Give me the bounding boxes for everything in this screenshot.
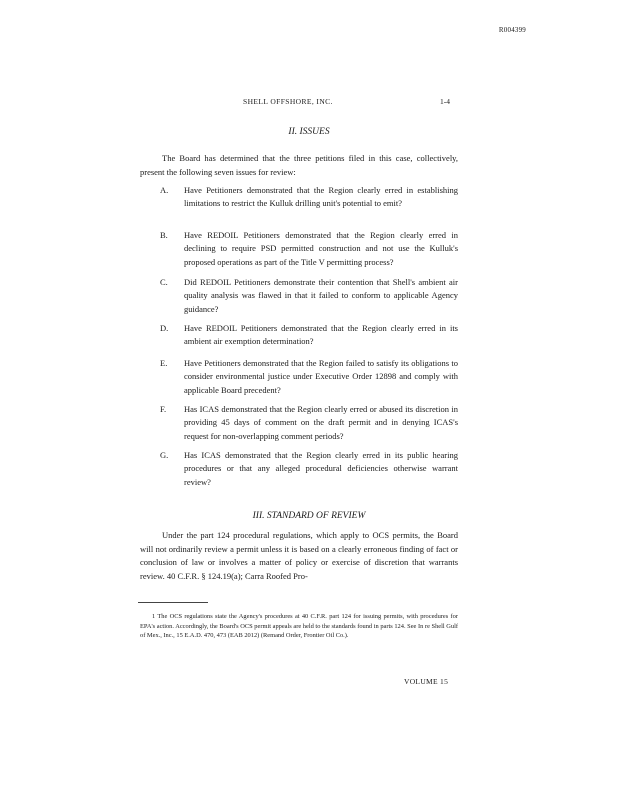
issue-text: Has ICAS demonstrated that the Region clearly erred in its public hearing procedures or that any alleged procedural deficiencies otherwise warrant review?	[184, 450, 458, 487]
issue-letter: D.	[160, 323, 169, 333]
footnote-text: 1 The OCS regulations state the Agency's procedures at 40 C.F.R. part 124 for issuing permits, with procedures for EPA's action. Accordingly, the Board's OCS permit appeals are held to the standards found in parts 124. See In re Shell Gulf of Mex., Inc., 15 E.A.D. 470, 473 (EAB 2012) (Remand Order, Frontier Oil Co.).	[140, 613, 458, 640]
issue-letter: B.	[160, 230, 168, 240]
issue-text: Have REDOIL Petitioners demonstrated that the Region clearly erred in its ambient air exemption determination?	[184, 323, 458, 347]
issue-letter: C.	[160, 277, 168, 287]
issue-text: Have Petitioners demonstrated that the Region failed to satisfy its obligations to consider environmental justice under Executive Order 12898 and comply with applicable Board precedent?	[184, 358, 458, 395]
issue-letter: E.	[160, 358, 168, 368]
issues-heading: II. ISSUES	[288, 127, 330, 137]
issue-text: Have Petitioners demonstrated that the Region clearly erred in establishing limitations to restrict the Kulluk drilling unit's potential to emit?	[184, 185, 458, 209]
footnote-divider	[138, 602, 208, 603]
issues-intro	[140, 152, 458, 179]
issue-item	[160, 229, 458, 269]
footnote	[140, 612, 458, 641]
issue-item	[160, 403, 458, 443]
volume-reference: VOLUME 15	[404, 677, 449, 686]
issue-item	[160, 322, 458, 349]
bates-number: R004399	[498, 26, 526, 34]
issue-text: Did REDOIL Petitioners demonstrate their contention that Shell's ambient air quality analysis was flawed in that it failed to conform to applicable Agency guidance?	[184, 277, 458, 314]
standard-of-review	[140, 529, 458, 583]
standard-text: Under the part 124 procedural regulations, which apply to OCS permits, the Board will not ordinarily review a permit unless it is based on a clearly erroneous finding of fact or conclusion of law or involves a matter of policy or exercise of discretion that warrants review. 40 C.F.R. § 124.19(a); Carra Roofed Pro-	[140, 530, 458, 581]
issue-item	[160, 357, 458, 397]
issue-item	[160, 276, 458, 316]
issue-text: Has ICAS demonstrated that the Region clearly erred or abused its discretion in providing 45 days of comment on the draft permit and in denying ICAS's request for non-overlapping comment periods?	[184, 404, 458, 441]
issues-intro-text: The Board has determined that the three petitions filed in this case, collectively, present the following seven issues for review:	[140, 153, 458, 177]
running-head: SHELL OFFSHORE, INC.	[243, 97, 333, 106]
issue-text: Have REDOIL Petitioners demonstrated that the Region clearly erred in declining to require PSD permitted construction and not use the Kulluk's proposed operations as part of the Title V permitting process?	[184, 230, 458, 267]
standard-heading: III. STANDARD OF REVIEW	[252, 511, 366, 521]
issue-letter: A.	[160, 185, 169, 195]
issue-item	[160, 449, 458, 489]
issue-letter: F.	[160, 404, 167, 414]
page-number: 1-4	[440, 97, 450, 106]
issue-item	[160, 184, 458, 211]
issue-letter: G.	[160, 450, 169, 460]
